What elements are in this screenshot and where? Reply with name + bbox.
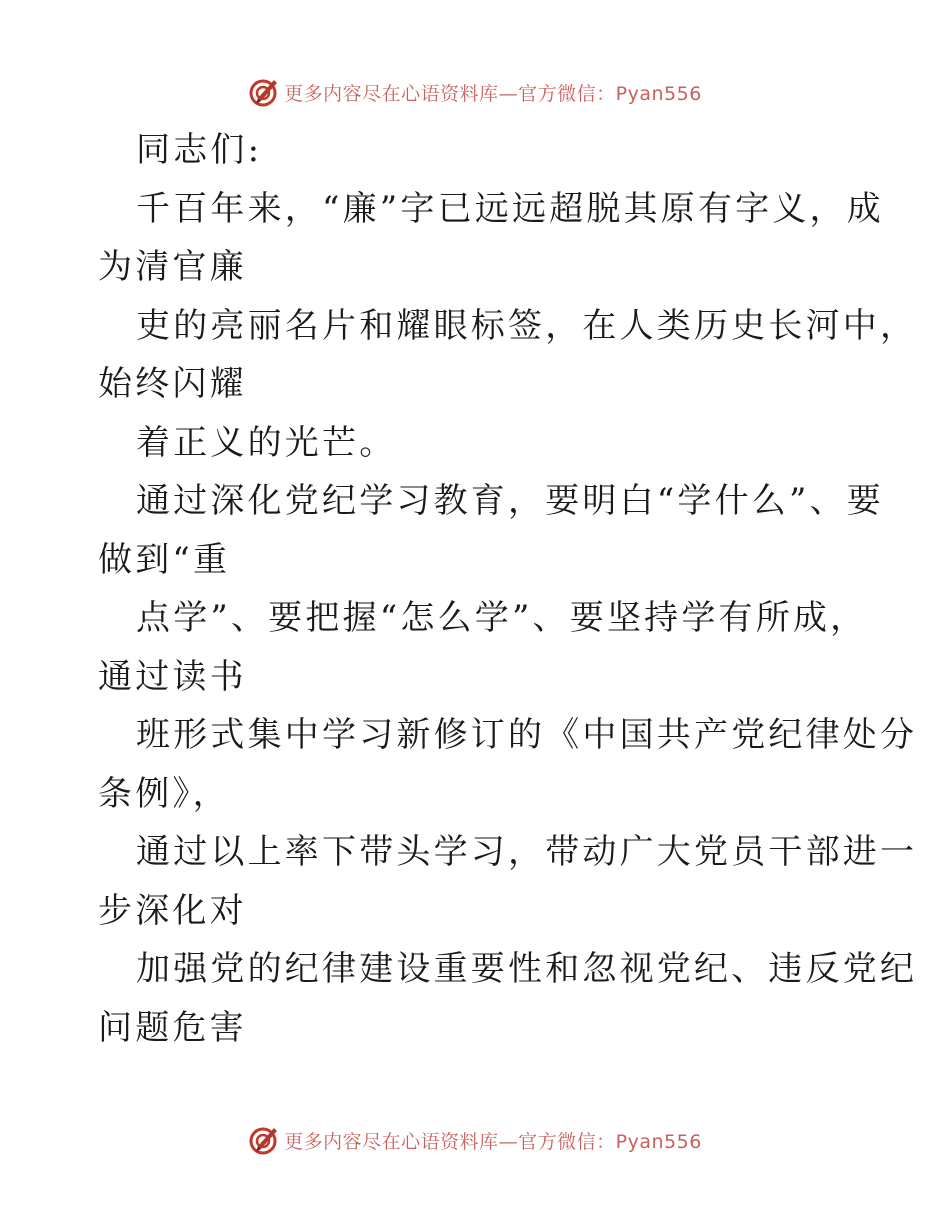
text-line: 点学”、要把握“怎么学”、要坚持学有所成， xyxy=(136,598,868,638)
text-line: 通过读书 xyxy=(98,656,247,697)
text-line: 吏的亮丽名片和耀眼标签，在人类历史长河中， xyxy=(136,305,918,346)
footer-banner xyxy=(0,1120,950,1160)
text-line: 千百年来，“廉”字已远远超脱其原有字义，成 xyxy=(136,188,884,229)
red-pen-swirl-logo xyxy=(248,1124,280,1156)
header-banner-id: Pyan556 xyxy=(615,82,702,105)
text-line: 着正义的光芒。 xyxy=(136,422,397,463)
footer-banner-id: Pyan556 xyxy=(615,1130,702,1153)
document-body xyxy=(98,121,918,1057)
header-banner xyxy=(0,72,950,112)
text-line: 通过以上率下带头学习，带动广大党员干部进一 xyxy=(136,832,918,872)
text-line: 通过深化党纪学习教育，要明白“学什么”、要 xyxy=(136,481,884,521)
text-line: 问题危害 xyxy=(98,1007,247,1048)
text-line: 同志们: xyxy=(136,130,263,170)
text-line: 步深化对 xyxy=(98,890,247,931)
text-line: 为清官廉 xyxy=(98,247,247,287)
text-line: 始终闪耀 xyxy=(98,364,247,404)
text-line: 加强党的纪律建设重要性和忽视党纪、违反党纪 xyxy=(136,949,918,989)
header-banner-text: 更多内容尽在心语资料库—官方微信： xyxy=(284,82,616,105)
text-line: 班形式集中学习新修订的《中国共产党纪律处分 xyxy=(136,715,918,755)
red-pen-swirl-logo xyxy=(248,76,280,108)
footer-banner-text: 更多内容尽在心语资料库—官方微信： xyxy=(284,1130,616,1153)
text-line: 做到“重 xyxy=(98,539,231,580)
text-line: 条例》， xyxy=(98,773,230,814)
